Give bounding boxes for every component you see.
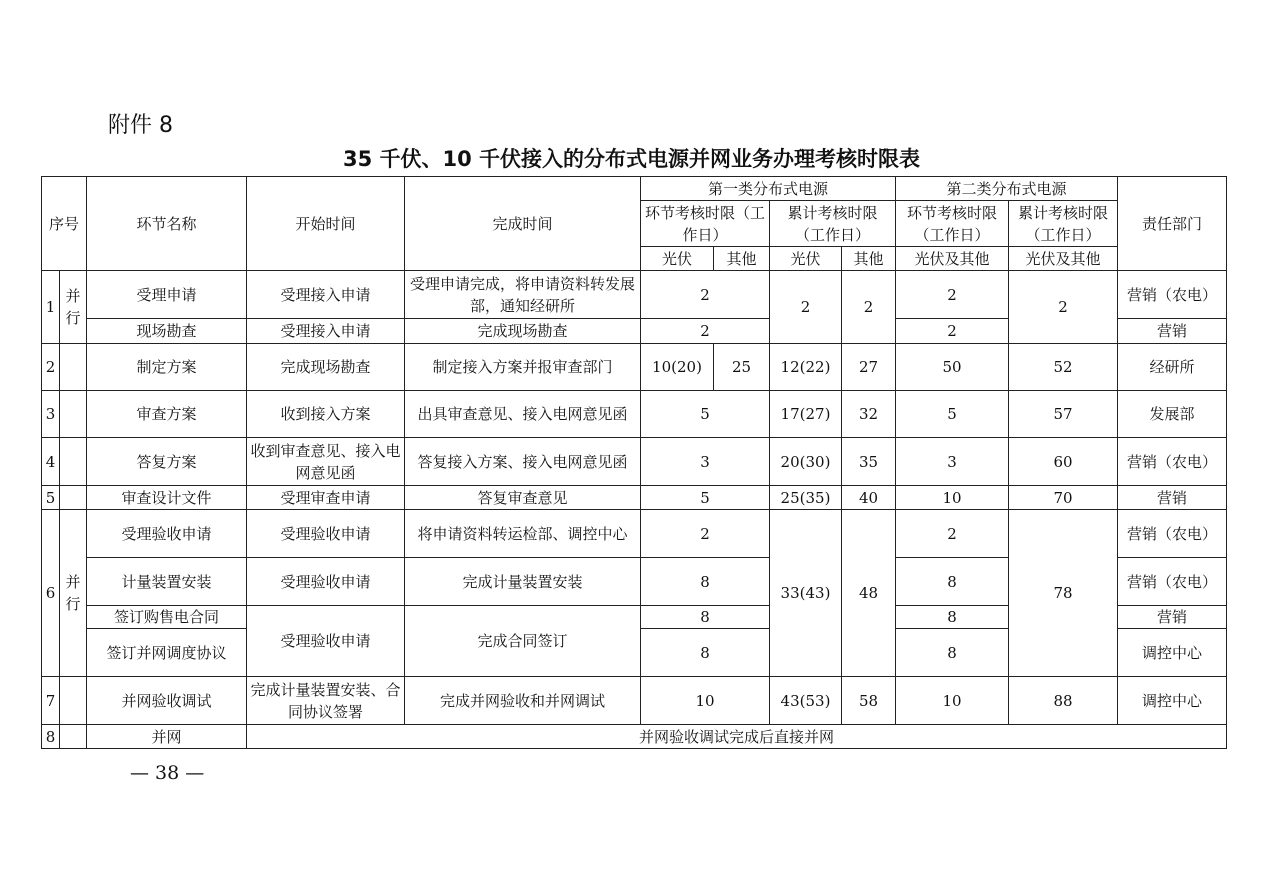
dept: 营销（农电） xyxy=(1118,558,1227,606)
c2-step-limit: 2 xyxy=(896,319,1009,344)
start-time: 收到接入方案 xyxy=(247,391,405,438)
finish-time: 答复审查意见 xyxy=(405,486,641,510)
header-pv-other: 光伏及其他 xyxy=(896,247,1009,271)
c1-cum-other: 58 xyxy=(842,677,896,725)
c2-step-limit: 5 xyxy=(896,391,1009,438)
step-name: 并网 xyxy=(87,725,247,749)
parallel-label: 并行 xyxy=(60,510,87,677)
header-c2-step-limit: 环节考核时限（工作日） xyxy=(896,201,1009,247)
dept: 营销 xyxy=(1118,486,1227,510)
c1-cum-other: 27 xyxy=(842,344,896,391)
c2-step-limit: 10 xyxy=(896,486,1009,510)
c1-cum-other: 40 xyxy=(842,486,896,510)
start-time: 受理接入申请 xyxy=(247,271,405,319)
header-start-time: 开始时间 xyxy=(247,177,405,271)
row-note: 并网验收调试完成后直接并网 xyxy=(247,725,1227,749)
row-seq: 4 xyxy=(42,438,60,486)
c1-cum-pv: 12(22) xyxy=(770,344,842,391)
row-seq: 2 xyxy=(42,344,60,391)
dept: 营销 xyxy=(1118,319,1227,344)
start-time: 受理接入申请 xyxy=(247,319,405,344)
c2-cum-limit: 57 xyxy=(1009,391,1118,438)
row-seq: 7 xyxy=(42,677,60,725)
finish-time: 将申请资料转运检部、调控中心 xyxy=(405,510,641,558)
c1-step-limit: 3 xyxy=(641,438,770,486)
start-time: 收到审查意见、接入电网意见函 xyxy=(247,438,405,486)
dept: 营销（农电） xyxy=(1118,510,1227,558)
finish-time: 受理申请完成，将申请资料转发展部，通知经研所 xyxy=(405,271,641,319)
step-name: 受理申请 xyxy=(87,271,247,319)
header-dept: 责任部门 xyxy=(1118,177,1227,271)
header-pv: 光伏 xyxy=(770,247,842,271)
page-number: — 38 — xyxy=(130,762,205,784)
c2-cum-limit: 60 xyxy=(1009,438,1118,486)
header-c1-cum-limit: 累计考核时限（工作日） xyxy=(770,201,896,247)
c1-step-limit: 10 xyxy=(641,677,770,725)
step-name: 计量装置安装 xyxy=(87,558,247,606)
c1-step-limit: 2 xyxy=(641,271,770,319)
start-time: 受理验收申请 xyxy=(247,558,405,606)
c1-step-limit: 8 xyxy=(641,629,770,677)
step-name: 答复方案 xyxy=(87,438,247,486)
dept: 调控中心 xyxy=(1118,629,1227,677)
c2-cum-limit: 52 xyxy=(1009,344,1118,391)
c1-cum-other: 2 xyxy=(842,271,896,344)
c1-cum-pv: 17(27) xyxy=(770,391,842,438)
dept: 发展部 xyxy=(1118,391,1227,438)
header-pv-other: 光伏及其他 xyxy=(1009,247,1118,271)
attachment-label: 附件 8 xyxy=(108,113,173,138)
c1-cum-other: 35 xyxy=(842,438,896,486)
header-pv: 光伏 xyxy=(641,247,714,271)
c1-cum-other: 48 xyxy=(842,510,896,677)
c1-step-limit: 5 xyxy=(641,391,770,438)
c1-step-other: 25 xyxy=(714,344,770,391)
finish-time: 完成现场勘查 xyxy=(405,319,641,344)
c2-step-limit: 3 xyxy=(896,438,1009,486)
c2-step-limit: 2 xyxy=(896,510,1009,558)
header-seq: 序号 xyxy=(42,177,87,271)
c1-step-limit: 2 xyxy=(641,510,770,558)
c2-step-limit: 8 xyxy=(896,558,1009,606)
start-time: 完成计量装置安装、合同协议签署 xyxy=(247,677,405,725)
header-class1: 第一类分布式电源 xyxy=(641,177,896,201)
step-name: 制定方案 xyxy=(87,344,247,391)
start-time: 受理审查申请 xyxy=(247,486,405,510)
header-finish-time: 完成时间 xyxy=(405,177,641,271)
time-limit-table xyxy=(41,176,1227,749)
step-name: 审查方案 xyxy=(87,391,247,438)
finish-time: 完成合同签订 xyxy=(405,606,641,677)
c1-cum-pv: 20(30) xyxy=(770,438,842,486)
c2-step-limit: 50 xyxy=(896,344,1009,391)
dept: 营销（农电） xyxy=(1118,438,1227,486)
row-seq: 8 xyxy=(42,725,60,749)
finish-time: 答复接入方案、接入电网意见函 xyxy=(405,438,641,486)
header-class2: 第二类分布式电源 xyxy=(896,177,1118,201)
finish-time: 出具审查意见、接入电网意见函 xyxy=(405,391,641,438)
step-name: 受理验收申请 xyxy=(87,510,247,558)
c1-step-pv: 10(20) xyxy=(641,344,714,391)
start-time: 受理验收申请 xyxy=(247,606,405,677)
dept: 经研所 xyxy=(1118,344,1227,391)
finish-time: 完成计量装置安装 xyxy=(405,558,641,606)
c1-cum-pv: 25(35) xyxy=(770,486,842,510)
dept: 调控中心 xyxy=(1118,677,1227,725)
c2-step-limit: 2 xyxy=(896,271,1009,319)
row-seq: 5 xyxy=(42,486,60,510)
c2-cum-limit: 88 xyxy=(1009,677,1118,725)
start-time: 受理验收申请 xyxy=(247,510,405,558)
c2-step-limit: 8 xyxy=(896,629,1009,677)
row-seq: 1 xyxy=(42,271,60,344)
c1-step-limit: 5 xyxy=(641,486,770,510)
c2-cum-limit: 78 xyxy=(1009,510,1118,677)
header-c2-cum-limit: 累计考核时限（工作日） xyxy=(1009,201,1118,247)
header-other: 其他 xyxy=(714,247,770,271)
c2-step-limit: 8 xyxy=(896,606,1009,629)
parallel-label: 并行 xyxy=(60,271,87,344)
step-name: 并网验收调试 xyxy=(87,677,247,725)
c1-cum-pv: 43(53) xyxy=(770,677,842,725)
row-seq: 3 xyxy=(42,391,60,438)
step-name: 审查设计文件 xyxy=(87,486,247,510)
c2-cum-limit: 70 xyxy=(1009,486,1118,510)
c1-cum-pv: 2 xyxy=(770,271,842,344)
header-step-name: 环节名称 xyxy=(87,177,247,271)
c1-step-limit: 8 xyxy=(641,606,770,629)
step-name: 现场勘查 xyxy=(87,319,247,344)
c1-cum-other: 32 xyxy=(842,391,896,438)
c2-step-limit: 10 xyxy=(896,677,1009,725)
step-name: 签订购售电合同 xyxy=(87,606,247,629)
c1-step-limit: 2 xyxy=(641,319,770,344)
row-seq: 6 xyxy=(42,510,60,677)
header-c1-step-limit: 环节考核时限（工作日） xyxy=(641,201,770,247)
finish-time: 制定接入方案并报审查部门 xyxy=(405,344,641,391)
c2-cum-limit: 2 xyxy=(1009,271,1118,344)
page-title: 35 千伏、10 千伏接入的分布式电源并网业务办理考核时限表 xyxy=(342,147,921,171)
c1-cum-pv: 33(43) xyxy=(770,510,842,677)
dept: 营销 xyxy=(1118,606,1227,629)
start-time: 完成现场勘查 xyxy=(247,344,405,391)
c1-step-limit: 8 xyxy=(641,558,770,606)
finish-time: 完成并网验收和并网调试 xyxy=(405,677,641,725)
dept: 营销（农电） xyxy=(1118,271,1227,319)
header-other: 其他 xyxy=(842,247,896,271)
step-name: 签订并网调度协议 xyxy=(87,629,247,677)
